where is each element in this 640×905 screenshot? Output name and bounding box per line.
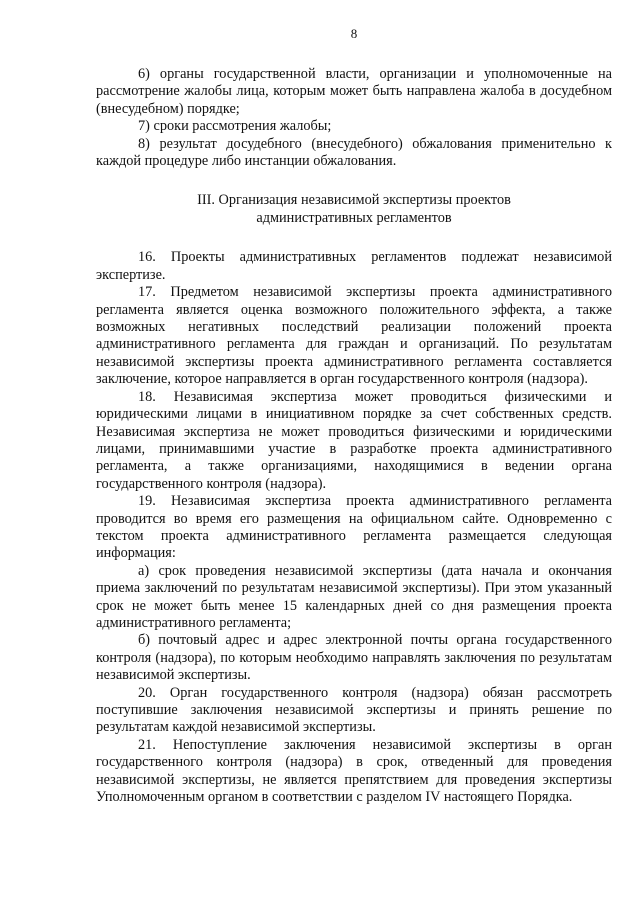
paragraph-item-8: 8) результат досудебного (внесудебного) обжалования применительно к каждой процедуре либо инстанции обжалования. [96, 135, 612, 170]
section-heading [96, 191, 612, 227]
paragraph-20: 20. Орган государственного контроля (надзора) обязан рассмотреть поступившие заключения независимой экспертизы и принять решение по результатам каждой независимой экспертизы. [96, 684, 612, 736]
paragraph-19-b: б) почтовый адрес и адрес электронной почты органа государственного контроля (надзора), по которым необходимо направлять заключения по результатам независимой экспертизы. [96, 632, 612, 684]
paragraph-17: 17. Предметом независимой экспертизы проекта административного регламента является оценка возможного положительного эффекта, а также возможных негативных последствий реализации положений проекта административного регламента для граждан и организаций. По результатам независимой экспертизы проекта административного регламента составляется заключение, которое направляется в орган государственного контроля (надзора). [96, 284, 612, 388]
paragraph-18: 18. Независимая экспертиза может проводиться физическими и юридическими лицами в инициативном порядке за счет собственных средств. Независимая экспертиза не может проводиться физическими и юридическими лицами, принимавшими участие в разработке проекта административного регламента, а также организациями, находящимися в ведении органа государственного контроля (надзора). [96, 388, 612, 492]
section-heading-line-1: III. Организация независимой экспертизы проектов [197, 192, 511, 209]
section-heading-line-2: административных регламентов [256, 210, 452, 227]
paragraph-16: 16. Проекты административных регламентов подлежат независимой экспертизе. [96, 249, 612, 283]
page-number: 8 [350, 26, 358, 41]
paragraph-19: 19. Независимая экспертиза проекта административного регламента проводится во время его размещения на официальном сайте. Одновременно с текстом проекта административного регламента размещается следующая информация: [96, 493, 612, 562]
paragraph-21: 21. Непоступление заключения независимой экспертизы в орган государственного контроля (надзора) в срок, отведенный для проведения независимой экспертизы, не является препятствием для проведения экспертизы Уполномоченным органом в соответствии с разделом IV настоящего Порядка. [96, 736, 612, 806]
document-page [96, 26, 612, 806]
paragraph-item-7: 7) сроки рассмотрения жалобы; [138, 118, 332, 135]
paragraph-19-a: а) срок проведения независимой экспертизы (дата начала и окончания приема заключений по результатам независимой экспертизы). При этом указанный срок не может быть менее 15 календарных дней со дня размещения проекта административного регламента; [96, 562, 612, 631]
paragraph-item-6: 6) органы государственной власти, организации и уполномоченные на рассмотрение жалобы лица, которым может быть направлена жалоба в досудебном (внесудебном) порядке; [96, 66, 612, 117]
